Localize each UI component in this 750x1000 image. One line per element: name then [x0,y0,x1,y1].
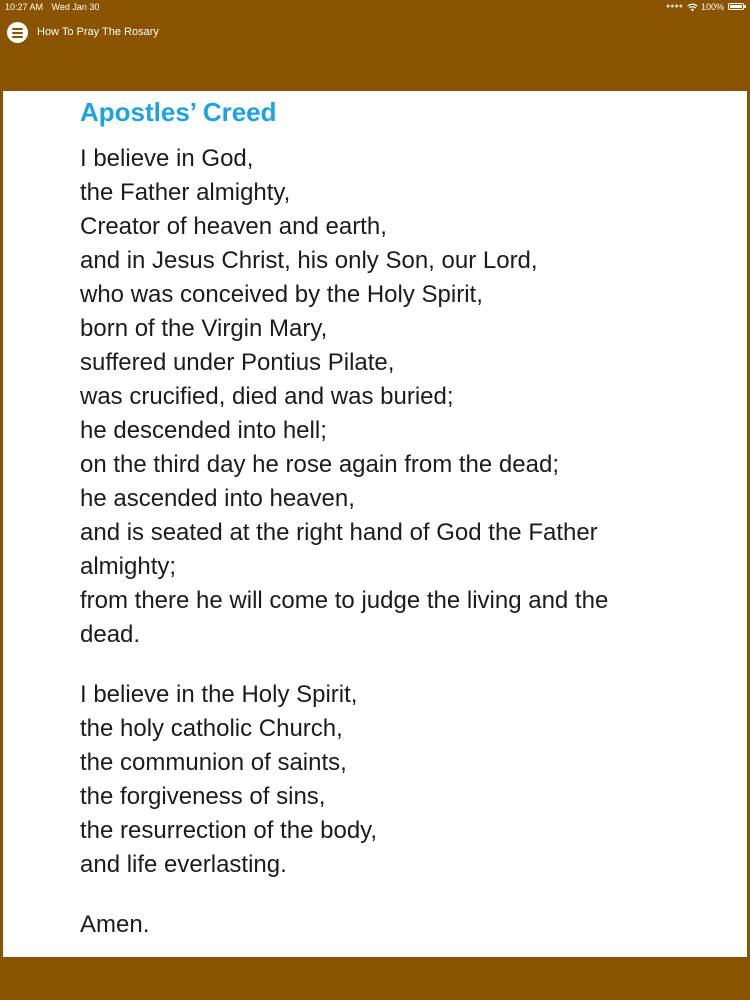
prayer-line: on the third day he rose again from the dead; [80,451,559,478]
prayer-line: I believe in God, [80,145,254,172]
status-bar [0,0,750,14]
prayer-line: Creator of heaven and earth, [80,213,387,240]
signal-dots-icon: ●●●● [666,3,683,10]
stanza-creed-1 [80,142,720,652]
prayer-line: the resurrection of the body, [80,817,378,844]
hamburger-menu-icon[interactable] [7,22,28,43]
prayer-content[interactable] [3,91,747,957]
stanza-creed-2 [80,678,720,882]
battery-icon [728,3,744,10]
prayer-line: he ascended into heaven, [80,485,355,512]
prayer-body [80,142,720,942]
prayer-line: he descended into hell; [80,417,327,444]
prayer-line: suffered under Pontius Pilate, [80,349,395,376]
prayer-line: and in Jesus Christ, his only Son, our Lord, [80,247,538,274]
prayer-line: from there he will come to judge the living and the [80,587,609,614]
nav-bar [0,14,750,52]
bottom-bar [0,957,750,1000]
status-time: 10:27 AM [5,2,44,12]
prayer-line: Amen. [80,911,150,938]
status-right [666,0,724,14]
stanza-amen [80,908,720,942]
app-title: How To Pray The Rosary [37,26,159,38]
wifi-icon [687,3,698,12]
battery-percent: 100% [700,2,724,12]
prayer-line: the communion of saints, [80,749,347,776]
prayer-line: born of the Virgin Mary, [80,315,328,342]
prayer-line: dead. [80,621,141,648]
prayer-title: Apostles’ Creed [80,97,277,127]
prayer-line: the forgiveness of sins, [80,783,326,810]
status-date: Wed Jan 30 [51,2,100,12]
prayer-line: almighty; [80,553,177,580]
prayer-line: and is seated at the right hand of God the Father [80,519,598,546]
status-left [5,0,99,14]
prayer-line: the Father almighty, [80,179,291,206]
prayer-line: who was conceived by the Holy Spirit, [80,281,483,308]
prayer-line: was crucified, died and was buried; [80,383,454,410]
prayer-line: the holy catholic Church, [80,715,343,742]
prayer-line: I believe in the Holy Spirit, [80,681,358,708]
prayer-line: and life everlasting. [80,851,287,878]
